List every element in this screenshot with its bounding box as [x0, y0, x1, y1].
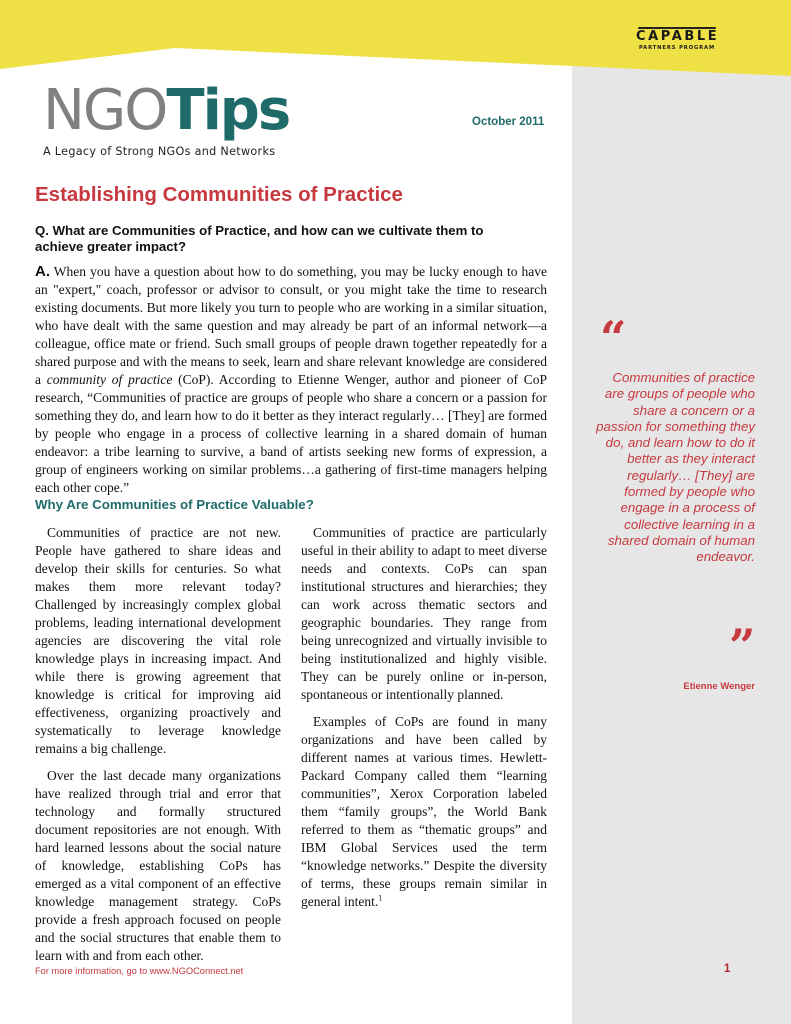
answer: [35, 263, 547, 497]
question: [35, 223, 535, 255]
ngotips-logo: [43, 78, 289, 144]
question-text: What are Communities of Practice, and how can we cultivate them to achieve greater impact?: [35, 223, 484, 254]
answer-text-1: When you have a question about how to do something, you may be lucky enough to have an "expert," coach, professor or advisor to consult, or you might take the time to research existing documents. But more likely you turn to people who are working in a similar situation, who have dealt with the same question and may already be part of an informal network—a colleague, office mate or friend. Such small groups of people drawn together repeatedly for a shared purpose and with the means to seek, learn and share relevant knowledge are considered a: [35, 264, 547, 387]
logo-ngo: NGO: [43, 78, 167, 143]
open-quote-icon: “: [600, 311, 627, 365]
partner-logo-subtitle: PARTNERS PROGRAM: [638, 45, 716, 51]
body-column-right: [301, 524, 547, 920]
close-quote-icon: ”: [729, 619, 756, 673]
paragraph: Communities of practice are not new. People have gathered to share ideas and develop their skills for centuries. So what makes them more relevant today? Challenged by increasingly complex global problems, leading international development agencies are discovering the vital role knowledge plays in increasing impact. And while there is growing agreement that knowledge is critical for improving aid effectiveness, organizing proactively and systematically to leverage knowledge remains a big challenge.: [35, 525, 281, 756]
answer-label: A.: [35, 263, 50, 280]
paragraph: Over the last decade many organizations have realized through trial and error that technology and formally structured document repositories are not enough. With hard learned lessons about the social nature of knowledge, establishing CoPs has emerged as a vital component of an effective knowledge management strategy. CoPs provide a fresh approach focused on people and the social structures that enable them to learn with and from each other.: [35, 768, 281, 963]
paragraph: Communities of practice are particularly useful in their ability to adapt to meet diverse needs and contexts. CoPs can span institutional structures and hierarchies; they can work across thematic sectors and geographic boundaries. They range from being unrecognized and virtually invisible to being institutionalized and highly visible. They can be purely online or in-person, spontaneous or intentionally planned.: [301, 525, 547, 702]
footnote-marker[interactable]: 1: [378, 893, 383, 903]
question-label: Q.: [35, 223, 49, 238]
body-column-left: [35, 524, 281, 974]
logo-tips: Tips: [166, 78, 290, 143]
issue-date: October 2011: [472, 116, 545, 128]
partner-logo-name: CAPABLE: [636, 29, 720, 44]
article-title: Establishing Communities of Practice: [35, 183, 403, 206]
pull-quote: Communities of practice are groups of people who share a concern or a passion for something they do, and learn how to do it better as they interact regularly… [They] are formed by people who engage in a process of collective learning in a shared domain of human endeavor.: [596, 370, 755, 565]
footer-info-link[interactable]: For more information, go to www.NGOConnect.net: [35, 966, 244, 976]
capable-partners-logo: [636, 27, 718, 52]
answer-italic-term: community of practice: [46, 372, 173, 387]
paragraph-with-footnote: [301, 713, 547, 911]
section-heading: Why Are Communities of Practice Valuable?: [35, 497, 314, 512]
answer-text-2: (CoP). According to Etienne Wenger, author and pioneer of CoP research, “Communities of practice are groups of people who share a concern or a passion for something they do, and learn how to do it better as they interact regularly… [They] are formed by people who engage in a process of collective learning in a shared domain of human endeavor: a tribe learning to survive, a band of artists seeking new forms of expression, a group of engineers working on similar problems…a gathering of first-time managers helping each other cope.”: [35, 372, 547, 495]
page-number: 1: [724, 963, 731, 975]
tagline: A Legacy of Strong NGOs and Networks: [43, 145, 276, 158]
quote-attribution: Etienne Wenger: [683, 681, 755, 692]
paragraph-text: Examples of CoPs are found in many organizations and have been called by different names at various times. Hewlett-Packard Company called them “learning communities”, Xerox Corporation labeled them “family groups”, the World Bank referred to them as “thematic groups” and IBM Global Services used the term “knowledge networks.” Despite the diversity of terms, these groups remain similar in general intent.: [301, 714, 547, 909]
